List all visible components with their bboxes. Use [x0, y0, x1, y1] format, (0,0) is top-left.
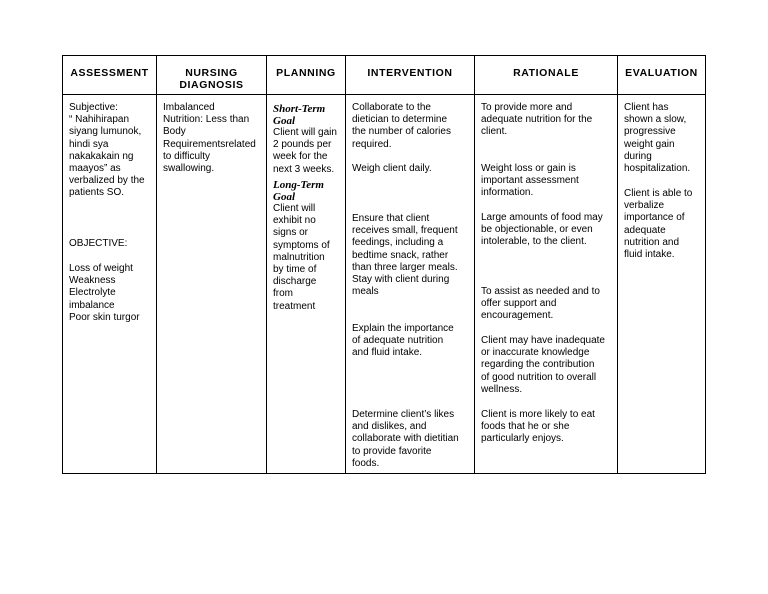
care-plan-table — [62, 55, 706, 474]
rationale-item: Large amounts of food may be objectionable, or even intolerable, to the client. — [481, 212, 603, 248]
header-planning: PLANNING — [267, 56, 346, 95]
intervention-item: Collaborate to the dietician to determine the number of calories required. — [352, 102, 451, 150]
planning-cell — [267, 95, 346, 474]
rationale-item: To assist as needed and to offer support and encouragement. — [481, 286, 600, 322]
evaluation-item: Client has shown a slow, progressive weight gain during hospitalization. — [624, 102, 691, 175]
intervention-cell — [346, 95, 475, 474]
evaluation-item: Client is able to verbalize importance of adequate nutrition and fluid intake. — [624, 188, 693, 261]
evaluation-cell — [618, 95, 706, 474]
rationale-item: Client may have inadequate or inaccurate knowledge regarding the contribution of good nutrition to overall wellness. — [481, 335, 605, 395]
assessment-cell — [63, 95, 157, 474]
short-term-goal-heading: Short-Term Goal — [273, 103, 326, 127]
header-intervention: INTERVENTION — [346, 56, 475, 95]
header-rationale: RATIONALE — [475, 56, 618, 95]
intervention-item: Determine client’s likes and dislikes, and collaborate with dietitian to provide favorite foods. — [352, 409, 459, 469]
header-row — [63, 56, 706, 95]
subjective-text: Subjective: “ Nahihirapan siyang lumunok, hindi sya nakakakain ng maayos” as verbalized by the patients SO. — [69, 102, 145, 199]
objective-label: OBJECTIVE: — [69, 238, 128, 249]
intervention-item: Explain the importance of adequate nutrition and fluid intake. — [352, 323, 454, 359]
short-term-goal-text: Client will gain 2 pounds per week for the next 3 weeks. — [273, 127, 337, 175]
diagnosis-cell — [157, 95, 267, 474]
rationale-item: To provide more and adequate nutrition for the client. — [481, 102, 593, 138]
intervention-item: Weigh client daily. — [352, 163, 432, 174]
rationale-item: Client is more likely to eat foods that he or she particularly enjoys. — [481, 409, 595, 445]
header-nursing-diagnosis: NURSING DIAGNOSIS — [157, 56, 267, 95]
diagnosis-text: Imbalanced Nutrition: Less than Body Requirementsrelated to difficulty swallowing. — [163, 102, 256, 175]
objective-text: Loss of weight Weakness Electrolyte imbalance Poor skin turgor — [69, 263, 140, 323]
rationale-cell — [475, 95, 618, 474]
long-term-goal-text: Client will exhibit no signs or symptoms of malnutrition by time of discharge from treatment — [273, 203, 330, 312]
header-assessment: ASSESSMENT — [63, 56, 157, 95]
care-plan-row — [63, 95, 706, 474]
rationale-item: Weight loss or gain is important assessment information. — [481, 163, 579, 199]
intervention-item: Ensure that client receives small, frequent feedings, including a bedtime snack, rather than three larger meals. Stay with client during meals — [352, 213, 458, 298]
long-term-goal-heading: Long-Term Goal — [273, 179, 324, 203]
header-evaluation: EVALUATION — [618, 56, 706, 95]
